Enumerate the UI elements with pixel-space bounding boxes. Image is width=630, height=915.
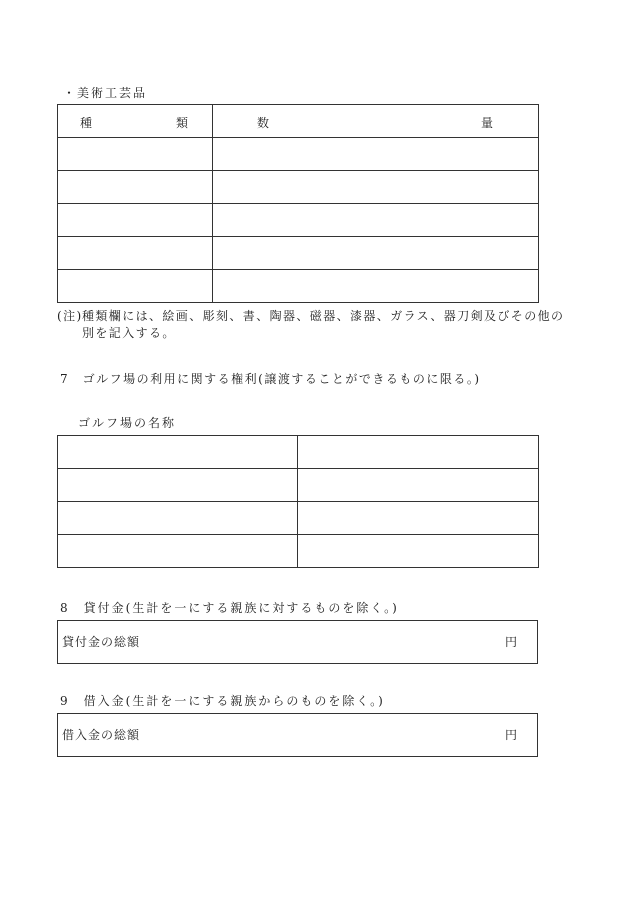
art-table-row — [58, 270, 539, 303]
loan-unit: 円 — [504, 635, 517, 649]
golf-name-cell[interactable] — [58, 535, 298, 568]
golf-name-cell[interactable] — [298, 502, 539, 535]
art-table-row — [58, 204, 539, 237]
art-type-cell[interactable] — [58, 270, 213, 303]
art-table-row — [58, 171, 539, 204]
golf-name-cell[interactable] — [298, 535, 539, 568]
art-qty-cell[interactable] — [213, 138, 539, 171]
golf-table-row — [58, 502, 539, 535]
borrow-section-title: 9 借入金(生計を一にする親族からのものを除く。) — [60, 694, 385, 708]
golf-name-label: ゴルフ場の名称 — [78, 416, 177, 430]
golf-section-title: 7 ゴルフ場の利用に関する権利(譲渡することができるものに限る。) — [60, 372, 481, 386]
art-table-header — [58, 105, 539, 138]
art-table — [57, 104, 539, 303]
golf-name-cell[interactable] — [58, 469, 298, 502]
golf-table-row — [58, 436, 539, 469]
golf-table-row — [58, 469, 539, 502]
art-type-cell[interactable] — [58, 237, 213, 270]
art-col-qty-header: 数 量 — [213, 105, 539, 138]
borrow-total-box[interactable] — [57, 713, 538, 757]
art-qty-cell[interactable] — [213, 204, 539, 237]
golf-name-cell[interactable] — [58, 436, 298, 469]
art-qty-cell[interactable] — [213, 270, 539, 303]
borrow-total-label: 借入金の総額 — [62, 728, 141, 742]
art-qty-cell[interactable] — [213, 171, 539, 204]
loan-total-box[interactable] — [57, 620, 538, 664]
art-table-row — [58, 237, 539, 270]
borrow-unit: 円 — [504, 728, 517, 742]
golf-name-cell[interactable] — [58, 502, 298, 535]
golf-name-cell[interactable] — [298, 469, 539, 502]
art-col-type-header: 種 類 — [58, 105, 213, 138]
art-type-cell[interactable] — [58, 204, 213, 237]
golf-table-row — [58, 535, 539, 568]
art-qty-cell[interactable] — [213, 237, 539, 270]
note-text: 種類欄には、絵画、彫刻、書、陶器、磁器、漆器、ガラス、器刀剣及びその他の別を記入する。 — [82, 309, 565, 340]
loan-section-title: 8 貸付金(生計を一にする親族に対するものを除く。) — [60, 601, 399, 615]
art-table-row — [58, 138, 539, 171]
note-prefix: (注) — [57, 309, 83, 323]
golf-table — [57, 435, 539, 568]
art-type-cell[interactable] — [58, 138, 213, 171]
golf-name-cell[interactable] — [298, 436, 539, 469]
art-section-title: ・美術工芸品 — [63, 86, 148, 100]
art-type-cell[interactable] — [58, 171, 213, 204]
art-note — [57, 308, 577, 342]
loan-total-label: 貸付金の総額 — [62, 635, 141, 649]
